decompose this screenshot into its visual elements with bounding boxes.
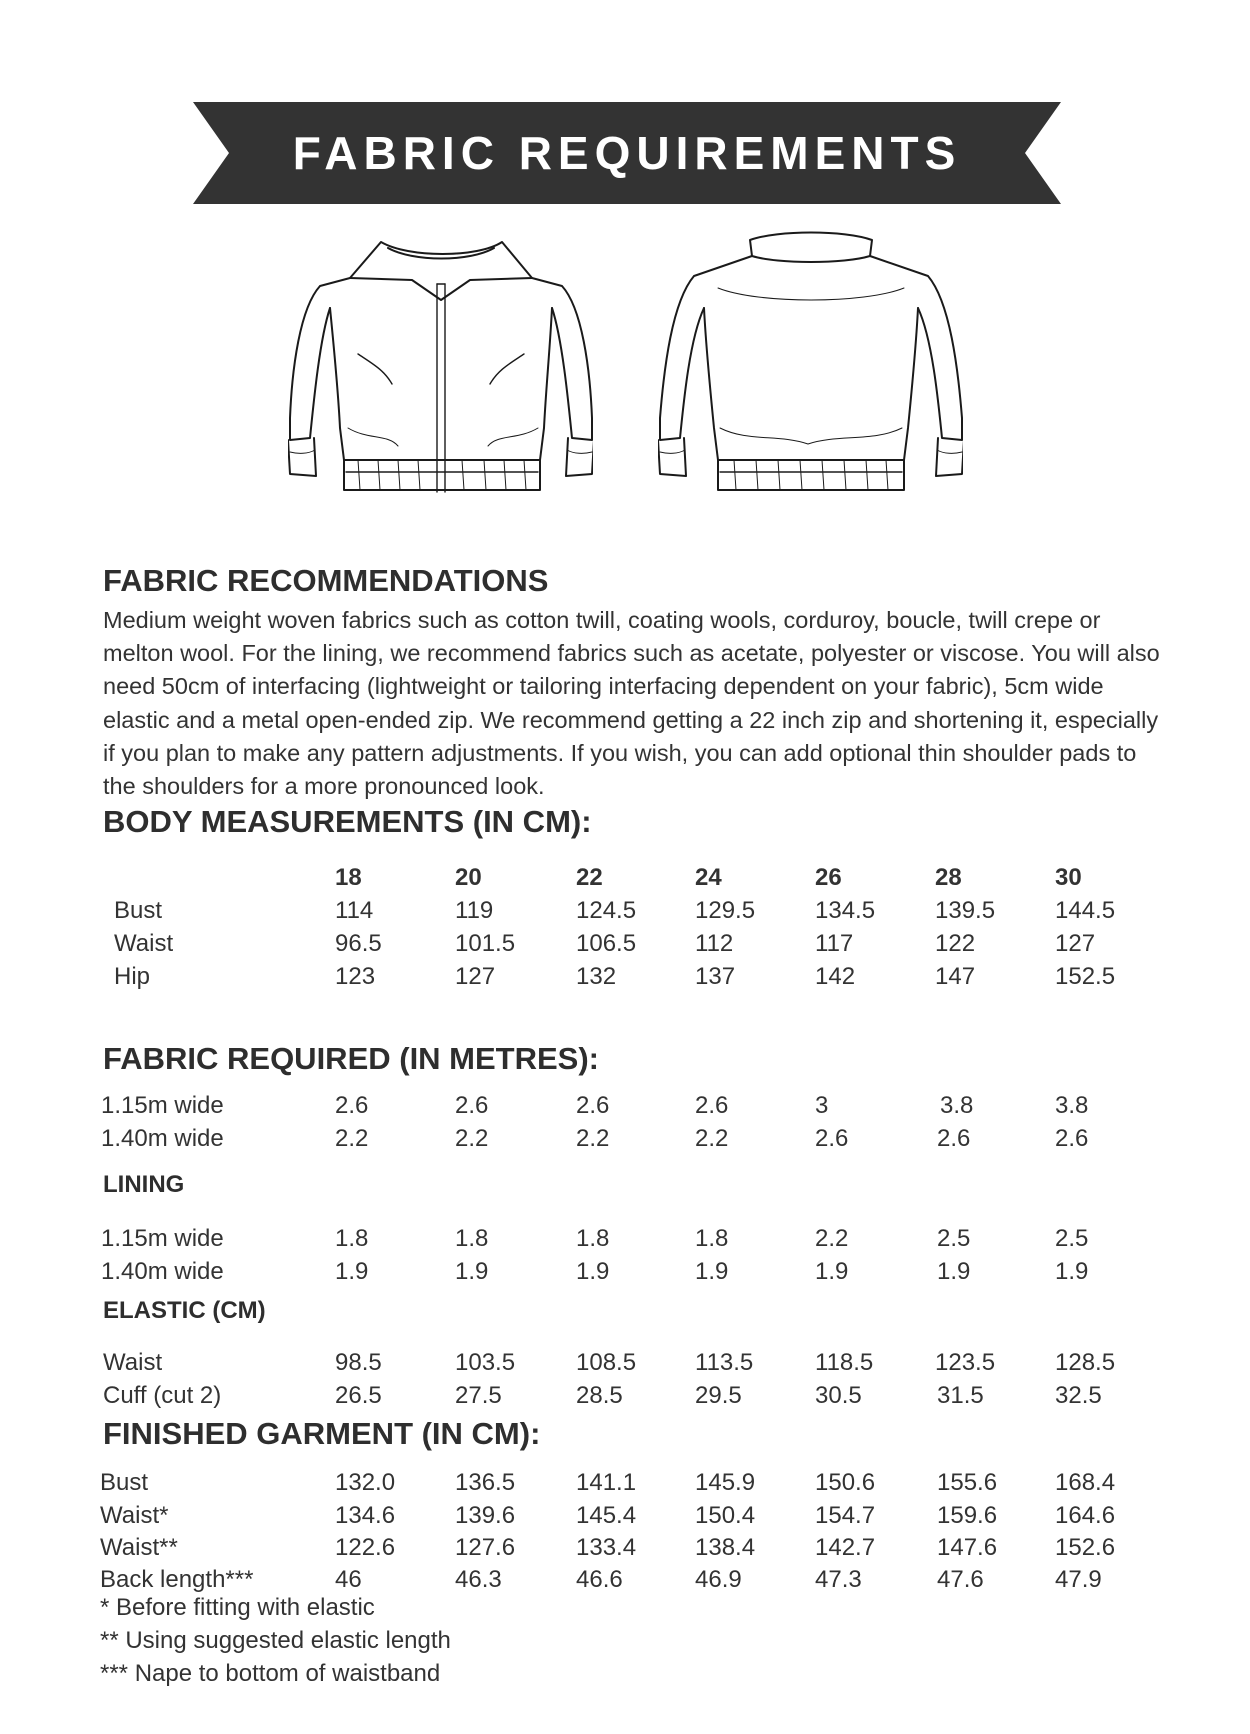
cell-value: 46.6	[576, 1566, 623, 1593]
cell-value: 3	[815, 1092, 829, 1119]
row-label: Waist*	[100, 1502, 169, 1529]
size-header: 28	[935, 864, 962, 891]
cell-value: 118.5	[815, 1349, 874, 1376]
row-label: 1.15m wide	[101, 1225, 224, 1252]
row-label: Bust	[114, 897, 163, 924]
row-label: Waist**	[100, 1534, 178, 1561]
cell-value: 1.9	[937, 1258, 971, 1285]
cell-value: 123	[335, 963, 376, 990]
cell-value: 46	[335, 1566, 362, 1593]
cell-value: 1.9	[576, 1258, 610, 1285]
cell-value: 2.6	[335, 1092, 369, 1119]
cell-value: 132	[576, 963, 617, 990]
cell-value: 132.0	[335, 1469, 396, 1496]
cell-value: 134.5	[815, 897, 876, 924]
size-header-row	[0, 861, 1250, 894]
jacket-front-icon	[288, 228, 593, 533]
cell-value: 1.8	[576, 1225, 610, 1252]
cell-value: 3.8	[940, 1092, 974, 1119]
size-header: 26	[815, 864, 842, 891]
cell-value: 98.5	[335, 1349, 382, 1376]
size-header: 30	[1055, 864, 1082, 891]
title-banner	[193, 102, 1061, 204]
cell-value: 27.5	[455, 1382, 502, 1409]
cell-value: 47.6	[937, 1566, 984, 1593]
cell-value: 139.6	[455, 1502, 516, 1529]
cell-value: 2.5	[1055, 1225, 1089, 1252]
elastic-row-cuff	[0, 1379, 1250, 1412]
cell-value: 119	[455, 897, 494, 924]
lining-row-115	[0, 1222, 1250, 1255]
recommendations-heading: FABRIC RECOMMENDATIONS	[103, 563, 549, 598]
cell-value: 139.5	[935, 897, 996, 924]
row-label: 1.40m wide	[101, 1258, 224, 1285]
cell-value: 129.5	[695, 897, 756, 924]
cell-value: 2.2	[576, 1125, 610, 1152]
cell-value: 142	[815, 963, 856, 990]
cell-value: 1.9	[335, 1258, 369, 1285]
cell-value: 145.4	[576, 1502, 637, 1529]
fabric-required-heading: FABRIC REQUIRED (IN METRES):	[103, 1041, 599, 1076]
row-label: 1.40m wide	[101, 1125, 224, 1152]
cell-value: 152.6	[1055, 1534, 1116, 1561]
fabric-row-115	[0, 1089, 1250, 1122]
page-title: FABRIC REQUIREMENTS	[292, 127, 962, 179]
cell-value: 46.3	[455, 1566, 502, 1593]
cell-value: 2.5	[937, 1225, 971, 1252]
cell-value: 134.6	[335, 1502, 396, 1529]
cell-value: 112	[695, 930, 734, 957]
row-label: 1.15m wide	[101, 1092, 224, 1119]
cell-value: 145.9	[695, 1469, 756, 1496]
recommendations-text: Medium weight woven fabrics such as cotton twill, coating wools, corduroy, boucle, twill crepe or melton wool. For the lining, we recommend fabrics such as acetate, polyester or viscose. You will also need 50cm of interfacing (lightweight or tailoring interfacing dependent on your fabric), 5cm wide elastic and a metal open-ended zip. We recommend getting a 22 inch zip and shortening it, especially if you plan to make any pattern adjustments. If you wish, you can add optional thin shoulder pads to the shoulders for a more pronounced look.	[103, 607, 1160, 800]
finished-row-bust	[0, 1466, 1250, 1499]
cell-value: 2.6	[695, 1092, 729, 1119]
footnote: *** Nape to bottom of waistband	[100, 1660, 441, 1687]
body-row-bust	[0, 894, 1250, 927]
size-header: 24	[695, 864, 722, 891]
cell-value: 1.8	[455, 1225, 489, 1252]
cell-value: 1.8	[695, 1225, 729, 1252]
cell-value: 137	[695, 963, 736, 990]
cell-value: 168.4	[1055, 1469, 1116, 1496]
cell-value: 101.5	[455, 930, 516, 957]
cell-value: 138.4	[695, 1534, 756, 1561]
cell-value: 1.9	[815, 1258, 849, 1285]
cell-value: 164.6	[1055, 1502, 1116, 1529]
cell-value: 122	[935, 930, 976, 957]
cell-value: 26.5	[335, 1382, 382, 1409]
size-header: 18	[335, 864, 362, 891]
cell-value: 108.5	[576, 1349, 637, 1376]
cell-value: 127	[455, 963, 496, 990]
elastic-heading: ELASTIC (CM)	[103, 1297, 266, 1324]
cell-value: 103.5	[455, 1349, 516, 1376]
finished-row-waist-2	[0, 1531, 1250, 1564]
cell-value: 123.5	[935, 1349, 996, 1376]
finished-garment-heading: FINISHED GARMENT (IN CM):	[103, 1416, 541, 1451]
finished-row-waist-1	[0, 1499, 1250, 1532]
cell-value: 2.6	[815, 1125, 849, 1152]
cell-value: 31.5	[937, 1382, 984, 1409]
cell-value: 1.9	[455, 1258, 489, 1285]
cell-value: 124.5	[576, 897, 637, 924]
cell-value: 47.3	[815, 1566, 862, 1593]
cell-value: 106.5	[576, 930, 637, 957]
size-header: 22	[576, 864, 603, 891]
cell-value: 1.9	[1055, 1258, 1089, 1285]
cell-value: 96.5	[335, 930, 382, 957]
cell-value: 30.5	[815, 1382, 862, 1409]
cell-value: 32.5	[1055, 1382, 1102, 1409]
cell-value: 2.6	[576, 1092, 610, 1119]
row-label: Back length***	[100, 1566, 254, 1593]
elastic-row-waist	[0, 1346, 1250, 1379]
cell-value: 1.8	[335, 1225, 369, 1252]
cell-value: 2.2	[335, 1125, 369, 1152]
cell-value: 122.6	[335, 1534, 396, 1561]
cell-value: 2.6	[455, 1092, 489, 1119]
cell-value: 133.4	[576, 1534, 637, 1561]
fabric-row-140	[0, 1122, 1250, 1155]
row-label: Hip	[114, 963, 151, 990]
cell-value: 147	[935, 963, 976, 990]
cell-value: 127	[1055, 930, 1096, 957]
cell-value: 28.5	[576, 1382, 623, 1409]
size-header: 20	[455, 864, 482, 891]
finished-row-back-length	[0, 1563, 1250, 1596]
lining-heading: LINING	[103, 1171, 185, 1198]
body-row-waist	[0, 927, 1250, 960]
row-label: Cuff (cut 2)	[103, 1382, 222, 1409]
footnote: * Before fitting with elastic	[100, 1594, 375, 1621]
cell-value: 142.7	[815, 1534, 876, 1561]
cell-value: 2.2	[695, 1125, 729, 1152]
cell-value: 150.4	[695, 1502, 756, 1529]
cell-value: 113.5	[695, 1349, 754, 1376]
cell-value: 155.6	[937, 1469, 998, 1496]
row-label: Waist	[103, 1349, 163, 1376]
row-label: Bust	[100, 1469, 149, 1496]
cell-value: 2.2	[455, 1125, 489, 1152]
cell-value: 117	[815, 930, 854, 957]
jacket-back-icon	[658, 228, 963, 533]
cell-value: 46.9	[695, 1566, 742, 1593]
row-label: Waist	[114, 930, 174, 957]
cell-value: 47.9	[1055, 1566, 1102, 1593]
body-row-hip	[0, 960, 1250, 993]
cell-value: 2.6	[1055, 1125, 1089, 1152]
cell-value: 127.6	[455, 1534, 516, 1561]
cell-value: 152.5	[1055, 963, 1116, 990]
body-measurements-heading: BODY MEASUREMENTS (IN CM):	[103, 804, 592, 839]
cell-value: 1.9	[695, 1258, 729, 1285]
cell-value: 2.2	[815, 1225, 849, 1252]
footnote: ** Using suggested elastic length	[100, 1627, 451, 1654]
cell-value: 136.5	[455, 1469, 516, 1496]
cell-value: 150.6	[815, 1469, 876, 1496]
cell-value: 147.6	[937, 1534, 998, 1561]
cell-value: 159.6	[937, 1502, 998, 1529]
cell-value: 144.5	[1055, 897, 1116, 924]
cell-value: 128.5	[1055, 1349, 1116, 1376]
cell-value: 2.6	[937, 1125, 971, 1152]
cell-value: 141.1	[576, 1469, 637, 1496]
cell-value: 114	[335, 897, 374, 924]
cell-value: 154.7	[815, 1502, 876, 1529]
cell-value: 29.5	[695, 1382, 742, 1409]
cell-value: 3.8	[1055, 1092, 1089, 1119]
lining-row-140	[0, 1255, 1250, 1288]
